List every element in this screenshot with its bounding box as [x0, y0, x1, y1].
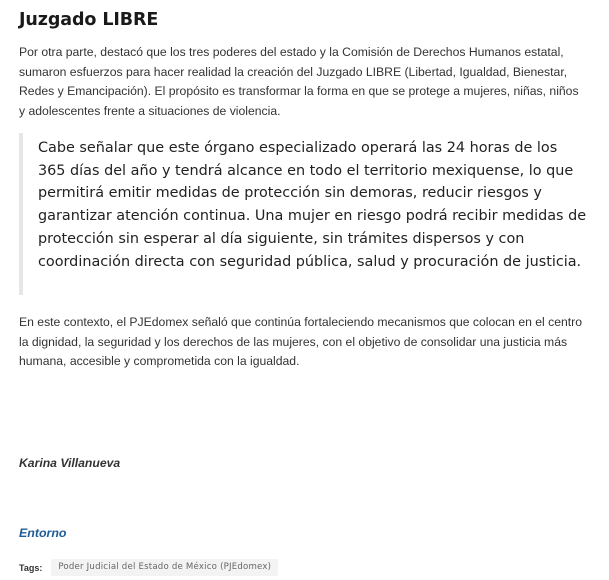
- section-link-entorno[interactable]: Entorno: [19, 526, 67, 540]
- article-paragraph: Por otra parte, destacó que los tres poderes del estado y la Comisión de Derechos Humanos estatal, sumaron esfuerzos para hacer realidad la creación del Juzgado LIBRE (Libertad, Igualdad, Bienestar, Redes y Emancipación). El propósito es transformar la forma en que se protege a mujeres, niñas, niños y adolescentes frente a situaciones de violencia.: [19, 45, 579, 118]
- author-name: Karina Villanueva: [19, 456, 121, 470]
- tag-link[interactable]: Poder Judicial del Estado de México (PJEdomex): [51, 559, 278, 576]
- tags-label: Tags:: [19, 562, 43, 573]
- article-paragraph: En este contexto, el PJEdomex señaló que continúa fortaleciendo mecanismos que colocan en el centro la dignidad, la seguridad y los derechos de las mujeres, con el objetivo de consolidar una justicia más humana, accesible y comprometida con la igualdad.: [19, 315, 582, 369]
- blockquote: [19, 133, 589, 295]
- tags-bar: [19, 559, 278, 576]
- blockquote-text: Cabe señalar que este órgano especializado operará las 24 horas de los 365 días del año y tendrá alcance en todo el territorio mexiquense, lo que permitirá emitir medidas de protección sin demoras, reducir riesgos y garantizar atención continua. Una mujer en riesgo podrá recibir medidas de protección sin esperar al día siguiente, sin trámites dispersos y con coordinación directa con seguridad pública, salud y procuración de justicia.: [38, 140, 587, 270]
- section-heading: Juzgado LIBRE: [19, 10, 159, 30]
